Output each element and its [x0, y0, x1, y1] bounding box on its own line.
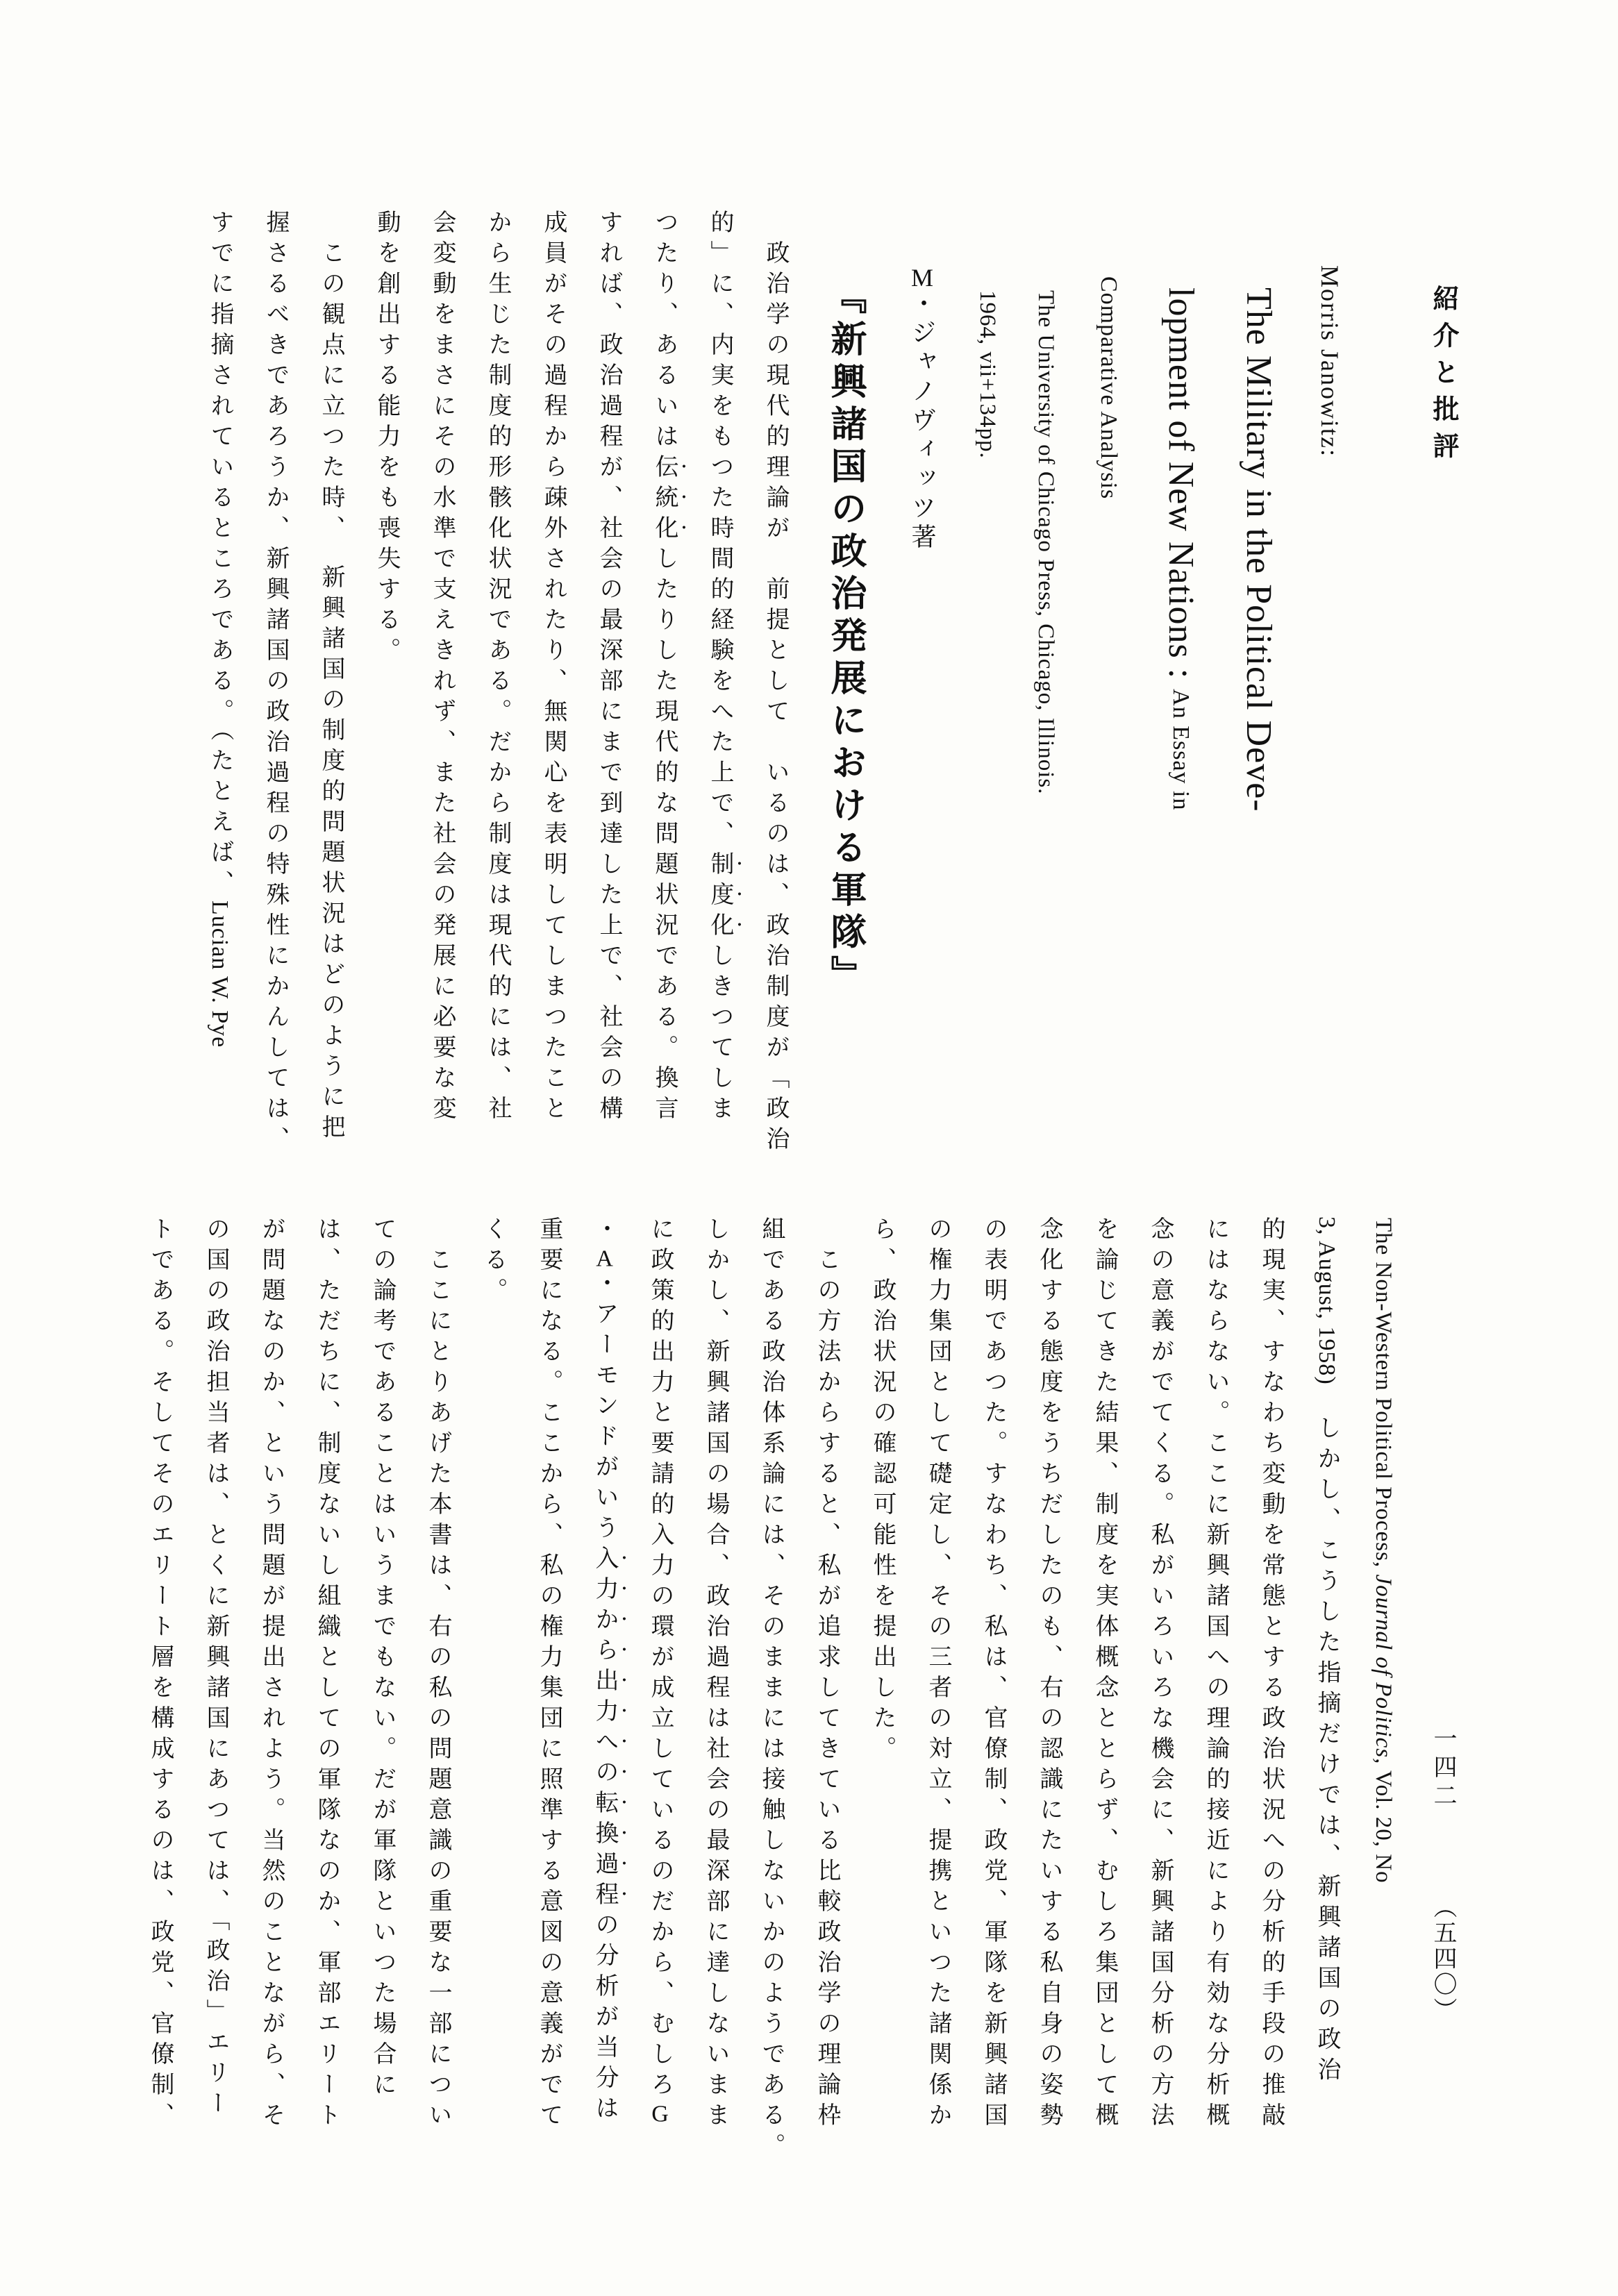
- column-body: [1076, 1214, 1132, 2196]
- column-body: [354, 1214, 410, 2196]
- column-body: [692, 207, 747, 1126]
- column-body: [132, 1214, 187, 2196]
- text-segment: 会変動をまさにその水準で支えきれず、また社会の発展に必要な変: [429, 210, 455, 1126]
- column-citation: [1354, 1214, 1412, 2196]
- text-segment: この方法からすると、私が追求してきている比較政治学の理論枠: [814, 1247, 840, 2133]
- text-segment: の分析が当分は: [592, 1912, 617, 2126]
- text-segment: を論じてきた結果、制度を実体概念ととらず、むしろ集団として概: [1092, 1216, 1117, 2133]
- column-body: [965, 1214, 1021, 2196]
- text-segment: の表明であつた。すなわち、私は、官僚制、政党、軍隊を新興諸国: [981, 1216, 1006, 2133]
- text-segment: の国の政治担当者は、とくに新興諸国にあつては、「政治」エリー: [203, 1216, 228, 2121]
- text-segment: くる。: [481, 1216, 506, 1308]
- column-body: [187, 1214, 243, 2196]
- column-body: [799, 1214, 854, 2196]
- text-segment: しかし、新興諸国の場合、政治過程は社会の最深部に達しないまま: [703, 1216, 728, 2133]
- column-body: [1021, 1214, 1076, 2196]
- text-segment: 念の意義がでてくる。私がいろいろな機会に、新興諸国分析の方法: [1147, 1216, 1173, 2133]
- column-body: [854, 1214, 910, 2196]
- text-segment: しかし、こうした指摘だけでは、新興諸国の政治: [1314, 1384, 1340, 2088]
- text-segment: ・ジャノヴィッツ著: [908, 290, 936, 553]
- text-segment: から生じた制度的形骸化状況である。だから制度は現代的には、社: [485, 210, 510, 1126]
- column-en-pub: [958, 207, 1017, 1092]
- text-segment: The Military in the Political Deve-: [1239, 287, 1278, 812]
- column-body: [243, 1214, 299, 2196]
- text-segment: lopment of New Nations :: [1161, 287, 1201, 689]
- column-jp-author: [886, 207, 958, 1092]
- column-body: [1243, 1214, 1299, 2196]
- column-body: [521, 1214, 576, 2196]
- text-segment: 政治学の現代的理論が 前提として いるのは、政治制度が「政治: [762, 240, 788, 1157]
- text-segment: Morris Janowitz:: [1316, 265, 1344, 458]
- column-body: [687, 1214, 743, 2196]
- text-segment: Lucian W. Pye: [207, 900, 233, 1048]
- text-segment: 伝統化: [651, 454, 677, 546]
- column-en-title: [1219, 207, 1297, 1092]
- text-segment: ・: [592, 1216, 617, 1247]
- text-segment: にはならない。ここに新興諸国への理論的接近により有効な分析概: [1203, 1216, 1228, 2133]
- text-segment: すでに指摘されているところである。（たとえば、: [207, 210, 233, 900]
- column-en-pub: [1017, 207, 1075, 1092]
- column-en-sub: [1075, 207, 1142, 1092]
- text-segment: An Essay in: [1168, 689, 1194, 811]
- column-body: [410, 1214, 465, 2196]
- text-segment: G: [651, 2102, 669, 2126]
- text-segment: ここにとりあげた本書は、右の私の問題意識の重要な一部につい: [425, 1247, 451, 2133]
- text-segment: は、ただちに、制度ないし組織としての軍隊なのか、軍部エリート: [314, 1216, 340, 2133]
- page-number-alternate: （五四〇）: [1430, 1894, 1456, 2023]
- text-segment: 重要になる。ここから、私の権力集団に照準する意図の意義がでて: [536, 1216, 562, 2133]
- text-segment: The University of Chicago Press, Chicago, Illinois.: [1033, 290, 1058, 795]
- column-body: [1187, 1214, 1243, 2196]
- column-body: [576, 1214, 632, 2196]
- column-body: [910, 1214, 965, 2196]
- column-body: [636, 207, 692, 1126]
- text-segment: 『新興諸国の政治発展における軍隊』: [825, 278, 865, 998]
- column-jp-title: [803, 207, 886, 1092]
- column-body: [747, 207, 803, 1157]
- text-segment: に政策的出力と要請的入力の環が成立しているのだから、むしろ: [647, 1216, 673, 2102]
- text-segment: すれば、政治過程が、社会の最深部にまで到達した上で、社会の構: [596, 210, 622, 1126]
- text-segment: 握さるべきであろうか、新興諸国の政治過程の特殊性にかんしては、: [262, 210, 288, 1157]
- text-segment: 的」に、内実をもつた時間的経験をへた上で、: [707, 210, 733, 851]
- column-body: [469, 207, 525, 1126]
- column-body: [247, 207, 303, 1157]
- text-segment: 動を創出する能力をも喪失する。: [374, 210, 399, 668]
- text-segment: 制度化: [707, 851, 733, 943]
- page-number: 一四二: [1430, 1726, 1456, 1811]
- column-body: [192, 207, 247, 1092]
- column-body: [414, 207, 469, 1126]
- text-segment: The Non-Western Political Process,: [1371, 1218, 1396, 1575]
- column-body: [632, 1214, 687, 2196]
- column-body: [581, 207, 636, 1126]
- text-segment: つたり、あるいは: [651, 210, 677, 454]
- column-body: [1299, 1214, 1354, 2196]
- text-segment: が問題なのか、という問題が提出されよう。当然のことながら、そ: [258, 1216, 284, 2133]
- column-en-author: [1297, 207, 1362, 1092]
- review-body-text-band: [132, 1214, 1412, 2196]
- text-segment: M: [910, 265, 933, 290]
- column-body: [743, 1214, 799, 2196]
- column-body: [465, 1214, 521, 2196]
- text-segment: の権力集団として礎定し、その三者の対立、提携といつた諸関係か: [925, 1216, 951, 2133]
- text-segment: Comparative Analysis: [1096, 276, 1121, 500]
- column-body: [358, 207, 414, 1092]
- text-segment: ・アーモンドがいう: [592, 1271, 617, 1545]
- column-body: [1132, 1214, 1187, 2196]
- section-header: 紹介と批評: [1428, 285, 1458, 469]
- text-segment: トである。そしてそのエリート層を構成するのは、政党、官僚制、: [147, 1216, 173, 2133]
- text-segment: しきつてしま: [707, 943, 733, 1126]
- text-segment: ての論考であることはいうまでもない。だが軍隊といつた場合に: [369, 1216, 395, 2102]
- text-segment: この観点に立つた時、 新興諸国の制度的問題状況はどのように把: [318, 240, 344, 1145]
- column-body: [525, 207, 581, 1126]
- text-segment: 3, August, 1958): [1314, 1216, 1340, 1385]
- text-segment: 組である政治体系論には、そのままには接触しないかのようである。: [758, 1216, 784, 2163]
- text-segment: Vol. 20, No: [1371, 1764, 1396, 1884]
- text-segment: 1964, vii+134pp.: [975, 290, 1000, 459]
- text-segment: Journal of Politics,: [1371, 1574, 1396, 1765]
- page-number-block: [1426, 1726, 1460, 2023]
- text-segment: 念化する態度をうちだしたのも、右の認識にたいする私自身の姿勢: [1036, 1216, 1062, 2133]
- column-en-title: [1142, 207, 1219, 1092]
- column-body: [303, 207, 358, 1145]
- column-body: [299, 1214, 354, 2196]
- review-bibliographic-header-and-text-band: [192, 207, 1362, 1157]
- text-segment: 的現実、すなわち変動を常態とする政治状況への分析的手段の推敲: [1258, 1216, 1284, 2133]
- text-segment: 成員がその過程から疎外されたり、無関心を表明してしまつたこと: [540, 210, 566, 1126]
- text-segment: したりした現代的な問題状況である。換言: [651, 546, 677, 1126]
- text-segment: 入力から出力への転換過程: [592, 1545, 617, 1912]
- text-segment: ら、政治状況の確認可能性を提出した。: [869, 1216, 895, 1766]
- text-segment: A: [596, 1247, 613, 1271]
